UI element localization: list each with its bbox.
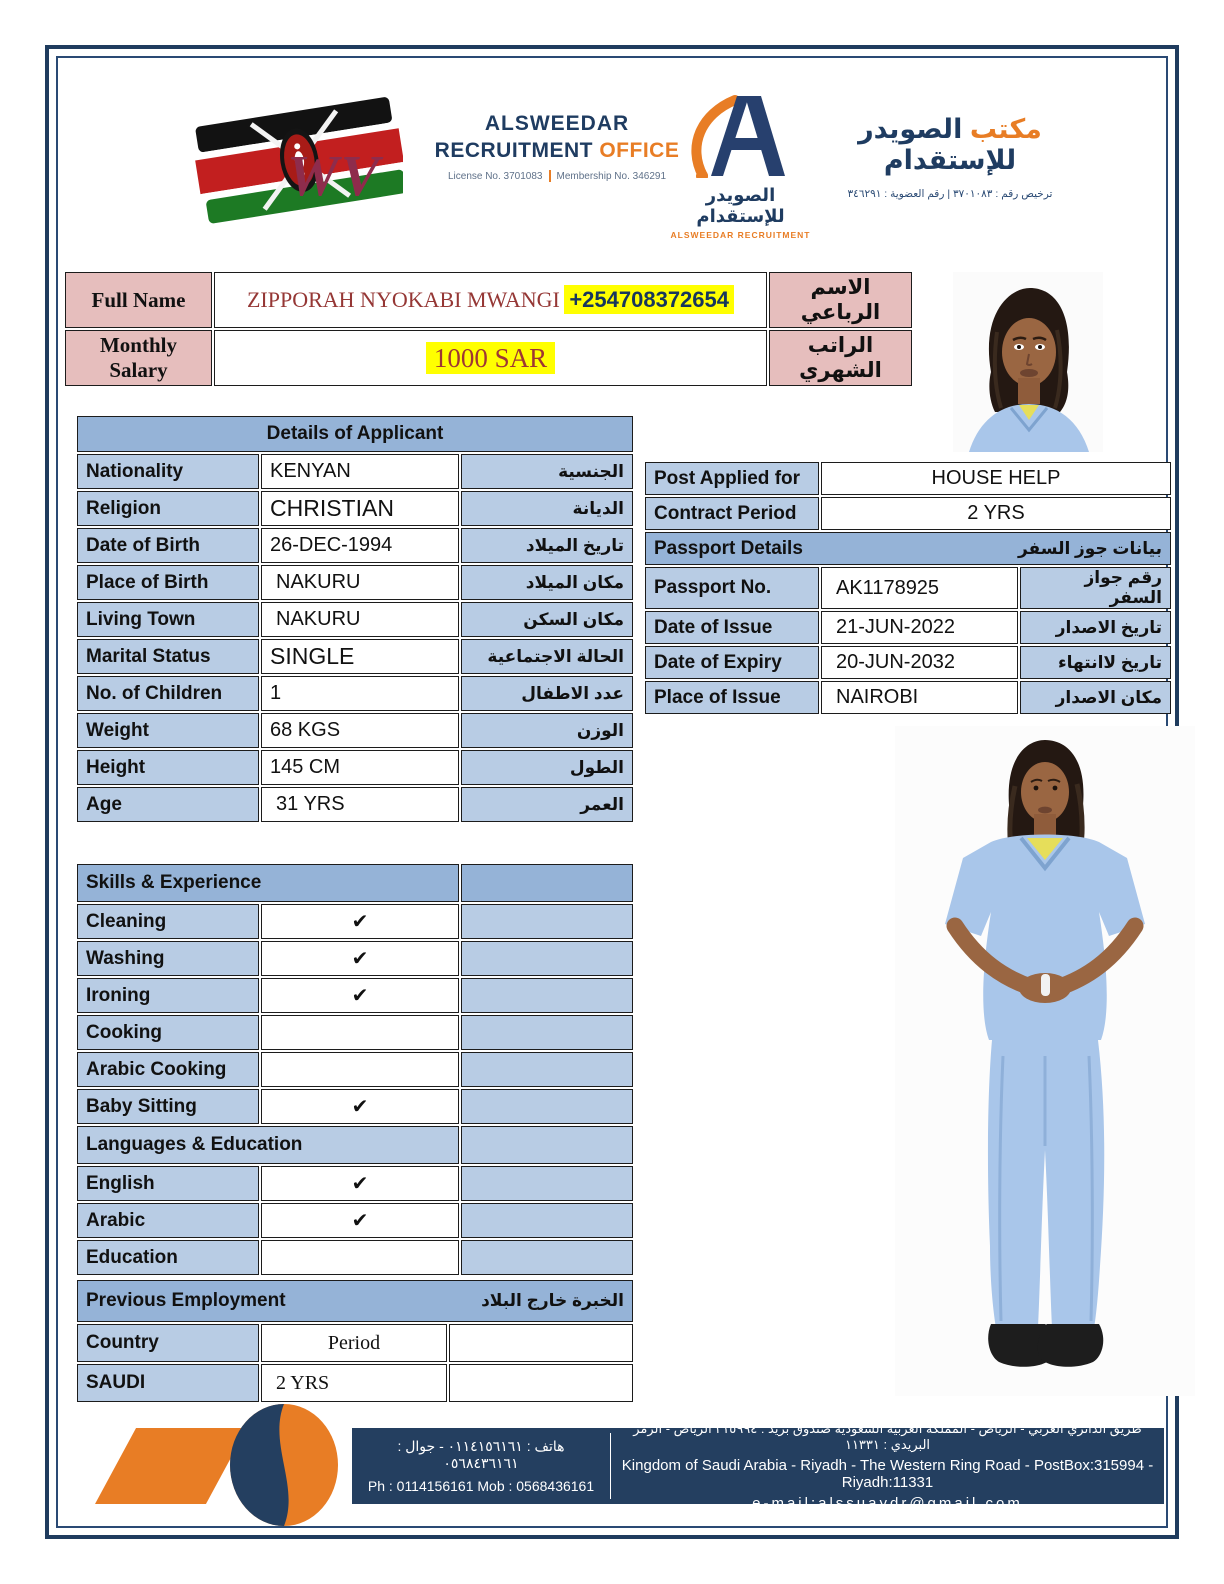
monthly-salary-label: Monthly Salary [65, 330, 212, 386]
passport-row-value: 21-JUN-2022 [821, 611, 1018, 644]
wv-monogram: WV [287, 143, 382, 208]
skill-label: Ironing [77, 978, 259, 1013]
passport-details-header [645, 532, 1171, 565]
post-applied-label: Post Applied for [645, 462, 819, 495]
office-name-block [428, 112, 686, 182]
applicant-headshot-photo [953, 272, 1103, 452]
details-of-applicant-table [75, 414, 635, 824]
footer-address-block [610, 1420, 1164, 1512]
applicant-fullbody-photo [895, 726, 1195, 1396]
skill-check: ✔ [261, 941, 459, 976]
office-arabic-title-prefix: مكتب [969, 114, 1042, 144]
alsweedar-a-logo-icon [673, 92, 808, 178]
full-name-row [65, 272, 912, 328]
previous-employment-table [75, 1278, 635, 1404]
detail-label: Age [77, 787, 259, 822]
detail-arabic: الوزن [461, 713, 633, 748]
full-name-value-cell [214, 272, 767, 328]
detail-value: 145 CM [261, 750, 459, 785]
skill-label: Washing [77, 941, 259, 976]
detail-value: 1 [261, 676, 459, 711]
post-applied-value: HOUSE HELP [821, 462, 1171, 495]
employment-blank-cell [449, 1364, 633, 1402]
skill-label: Arabic Cooking [77, 1052, 259, 1087]
monthly-salary-arabic: الراتب الشهري [769, 330, 912, 386]
skills-experience-table [75, 862, 635, 1277]
detail-label: Marital Status [77, 639, 259, 674]
language-check: ✔ [261, 1166, 459, 1201]
office-license-line [428, 170, 686, 182]
footer-address-arabic: طريق الدائري الغربي - الرياض - المملكة العربية السعودية صندوق بريد : ٣١٥٩٩٤ الرياض - الرمز البريدي : ١١٣٣١ [633, 1420, 1142, 1452]
salary-amount: 1000 SAR [426, 342, 555, 374]
detail-arabic: عدد الاطفال [461, 676, 633, 711]
employment-country-value: SAUDI [77, 1364, 259, 1402]
employment-period-header: Period [261, 1324, 447, 1362]
language-label: Education [77, 1240, 259, 1275]
brand-arabic-name: الصويدر للإستقدام [696, 185, 785, 226]
skill-check [261, 1052, 459, 1087]
skill-check: ✔ [261, 978, 459, 1013]
monthly-salary-value-cell [214, 330, 767, 386]
detail-label: Living Town [77, 602, 259, 637]
passport-row-label: Date of Expiry [645, 646, 819, 679]
detail-label: Weight [77, 713, 259, 748]
office-arabic-title [822, 114, 1078, 176]
detail-value: NAKURU [261, 565, 459, 600]
skill-blank-cell [461, 1089, 633, 1124]
office-name-line2 [428, 139, 686, 163]
office-name-office: OFFICE [599, 139, 680, 162]
detail-label: Place of Birth [77, 565, 259, 600]
detail-value: 68 KGS [261, 713, 459, 748]
brand-logo-block [668, 92, 813, 240]
detail-label: Nationality [77, 454, 259, 489]
language-blank-cell [461, 1203, 633, 1238]
passport-row-label: Place of Issue [645, 681, 819, 714]
skill-check [261, 1015, 459, 1050]
membership-number: Membership No. 346291 [556, 170, 667, 182]
languages-title-spacer-cell [461, 1126, 633, 1164]
footer-contact-bar [352, 1420, 1164, 1512]
full-name-arabic: الاسم الرباعي [769, 272, 912, 328]
detail-value: CHRISTIAN [261, 491, 459, 526]
skill-blank-cell [461, 1015, 633, 1050]
previous-employment-arabic: الخبرة خارج البلاد [481, 1291, 624, 1310]
detail-arabic: الحالة الاجتماعية [461, 639, 633, 674]
skill-blank-cell [461, 904, 633, 939]
full-name-label: Full Name [65, 272, 212, 328]
detail-arabic: مكان الميلاد [461, 565, 633, 600]
employment-blank-cell [449, 1324, 633, 1362]
detail-value: NAKURU [261, 602, 459, 637]
language-blank-cell [461, 1240, 633, 1275]
detail-label: No. of Children [77, 676, 259, 711]
language-blank-cell [461, 1166, 633, 1201]
applicant-phone: +254708372654 [564, 285, 734, 314]
passport-row-label: Date of Issue [645, 611, 819, 644]
detail-arabic: العمر [461, 787, 633, 822]
skill-check: ✔ [261, 904, 459, 939]
passport-row-arabic: رقم جواز السفر [1020, 567, 1171, 609]
passport-row-value: NAIROBI [821, 681, 1018, 714]
language-check [261, 1240, 459, 1275]
skill-label: Cooking [77, 1015, 259, 1050]
passport-details-arabic: بيانات جوز السفر [1017, 538, 1162, 558]
language-check: ✔ [261, 1203, 459, 1238]
detail-value: KENYAN [261, 454, 459, 489]
contract-period-label: Contract Period [645, 497, 819, 530]
footer-phone-block [352, 1438, 610, 1494]
office-arabic-block [822, 114, 1078, 200]
passport-row-arabic: تاريخ لاانتهاء [1020, 646, 1171, 679]
license-divider [549, 170, 551, 182]
detail-value: 31 YRS [261, 787, 459, 822]
skills-title-spacer-cell [461, 864, 633, 902]
detail-value: SINGLE [261, 639, 459, 674]
office-arabic-title-main: الصويدر للإستقدام [858, 114, 1017, 175]
passport-row-value: AK1178925 [821, 567, 1018, 609]
detail-label: Height [77, 750, 259, 785]
employment-period-value: 2 YRS [261, 1364, 447, 1402]
footer-phone-arabic: هاتف : ٠١١٤١٥٦١٦١ - جوال : ٠٥٦٨٤٣٦١٦١ [397, 1438, 565, 1471]
footer-email: e-mail:alssuaydr@gmail.com [752, 1494, 1023, 1512]
language-label: Arabic [77, 1203, 259, 1238]
detail-arabic: تاريخ الميلاد [461, 528, 633, 563]
detail-arabic: الديانة [461, 491, 633, 526]
previous-employment-title: Previous Employment [86, 1290, 286, 1311]
skills-table-title: Skills & Experience [77, 864, 459, 902]
skill-blank-cell [461, 1052, 633, 1087]
previous-employment-header [77, 1280, 633, 1322]
detail-label: Date of Birth [77, 528, 259, 563]
application-passport-table [643, 460, 1173, 716]
passport-row-label: Passport No. [645, 567, 819, 609]
passport-row-arabic: تاريخ الاصدار [1020, 611, 1171, 644]
detail-label: Religion [77, 491, 259, 526]
passport-row-arabic: مكان الاصدار [1020, 681, 1171, 714]
detail-arabic: الطول [461, 750, 633, 785]
skill-label: Baby Sitting [77, 1089, 259, 1124]
detail-value: 26-DEC-1994 [261, 528, 459, 563]
brand-english-name: ALSWEEDAR RECRUITMENT [670, 230, 811, 240]
footer-address-english: Kingdom of Saudi Arabia - Riyadh - The Western Ring Road - PostBox:315994 - Riyadh:11331 [621, 1456, 1154, 1491]
office-arabic-license: ترخيص رقم : ٣٧٠١٠٨٣ | رقم العضوية : ٣٤٦٢٩١ [847, 188, 1053, 200]
language-label: English [77, 1166, 259, 1201]
license-number: License No. 3701083 [447, 170, 543, 182]
skill-label: Cleaning [77, 904, 259, 939]
skill-blank-cell [461, 941, 633, 976]
skill-blank-cell [461, 978, 633, 1013]
monthly-salary-row [65, 330, 912, 386]
details-table-title: Details of Applicant [77, 416, 633, 452]
office-name-line1: ALSWEEDAR [484, 112, 630, 135]
skill-check: ✔ [261, 1089, 459, 1124]
detail-arabic: مكان السكن [461, 602, 633, 637]
applicant-name: ZIPPORAH NYOKABI MWANGI [246, 287, 560, 312]
languages-education-title: Languages & Education [77, 1126, 459, 1164]
passport-row-value: 20-JUN-2032 [821, 646, 1018, 679]
footer-bean-logo-icon [228, 1402, 340, 1528]
footer-phone-english: Ph : 0114156161 Mob : 0568436161 [367, 1478, 595, 1494]
passport-details-title: Passport Details [654, 537, 803, 559]
employment-country-label: Country [77, 1324, 259, 1362]
contract-period-value: 2 YRS [821, 497, 1171, 530]
office-name-recruitment: RECRUITMENT [434, 139, 593, 162]
identity-table [63, 270, 914, 388]
detail-arabic: الجنسية [461, 454, 633, 489]
